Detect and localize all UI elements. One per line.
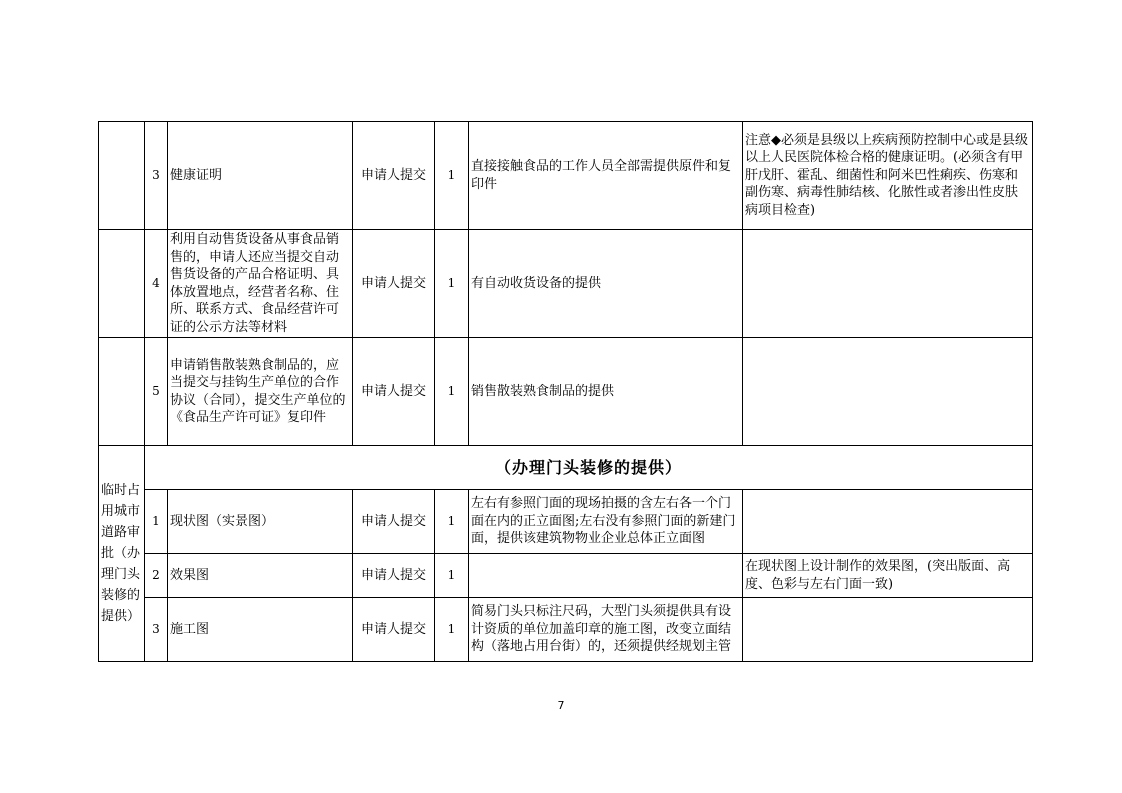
- copies-count: 1: [435, 230, 469, 338]
- material-requirement: [469, 554, 743, 598]
- material-name: 利用自动售货设备从事食品销售的，申请人还应当提交自动售货设备的产品合格证明、具体放置地点，经营者名称、住所、联系方式、食品经营许可证的公示方法等材料: [168, 230, 353, 338]
- material-source: 申请人提交: [353, 490, 435, 554]
- section-title: （办理门头装修的提供）: [145, 446, 1033, 490]
- material-name: 申请销售散装熟食制品的，应当提交与挂钩生产单位的合作协议（合同），提交生产单位的《食品生产许可证》复印件: [168, 338, 353, 446]
- material-requirement: 有自动收货设备的提供: [469, 230, 743, 338]
- row-number: 4: [145, 230, 168, 338]
- material-name: 施工图: [168, 598, 353, 662]
- material-name: 现状图（实景图）: [168, 490, 353, 554]
- material-source: 申请人提交: [353, 338, 435, 446]
- material-note: [743, 598, 1033, 662]
- table-row: [99, 490, 1033, 554]
- table-row: [99, 122, 1033, 230]
- category-cell-blank: [99, 122, 145, 230]
- material-note: [743, 230, 1033, 338]
- material-note: [743, 490, 1033, 554]
- material-name: 效果图: [168, 554, 353, 598]
- copies-count: 1: [435, 554, 469, 598]
- category-cell: 临时占用城市道路审批（办理门头装修的提供）: [99, 446, 145, 662]
- table-row: [99, 230, 1033, 338]
- table-row: [99, 554, 1033, 598]
- row-number: 3: [145, 122, 168, 230]
- category-cell-blank: [99, 230, 145, 338]
- material-source: 申请人提交: [353, 122, 435, 230]
- materials-table: [98, 121, 1033, 662]
- row-number: 5: [145, 338, 168, 446]
- row-number: 2: [145, 554, 168, 598]
- material-source: 申请人提交: [353, 554, 435, 598]
- material-requirement: 销售散装熟食制品的提供: [469, 338, 743, 446]
- category-cell-blank: [99, 338, 145, 446]
- material-note: 在现状图上设计制作的效果图，(突出版面、高度、色彩与左右门面一致): [743, 554, 1033, 598]
- material-requirement: 简易门头只标注尺码，大型门头须提供具有设计资质的单位加盖印章的施工图，改变立面结构（落地占用台街）的，还须提供经规划主管: [469, 598, 743, 662]
- material-note: 注意◆必须是县级以上疾病预防控制中心或是县级以上人民医院体检合格的健康证明。(必须含有甲肝戊肝、霍乱、细菌性和阿米巴性痢疾、伤寒和副伤寒、病毒性肺结核、化脓性或者渗出性皮肤病项目检查): [743, 122, 1033, 230]
- material-requirement: 左右有参照门面的现场拍摄的含左右各一个门面在内的正立面图;左右没有参照门面的新建门面，提供该建筑物物业企业总体正立面图: [469, 490, 743, 554]
- copies-count: 1: [435, 122, 469, 230]
- copies-count: 1: [435, 490, 469, 554]
- material-source: 申请人提交: [353, 230, 435, 338]
- material-source: 申请人提交: [353, 598, 435, 662]
- page-number: 7: [557, 699, 565, 712]
- row-number: 3: [145, 598, 168, 662]
- material-note: [743, 338, 1033, 446]
- table-row: [99, 338, 1033, 446]
- row-number: 1: [145, 490, 168, 554]
- material-name: 健康证明: [168, 122, 353, 230]
- material-requirement: 直接接触食品的工作人员全部需提供原件和复印件: [469, 122, 743, 230]
- table-row: [99, 598, 1033, 662]
- copies-count: 1: [435, 598, 469, 662]
- copies-count: 1: [435, 338, 469, 446]
- section-header-row: [99, 446, 1033, 490]
